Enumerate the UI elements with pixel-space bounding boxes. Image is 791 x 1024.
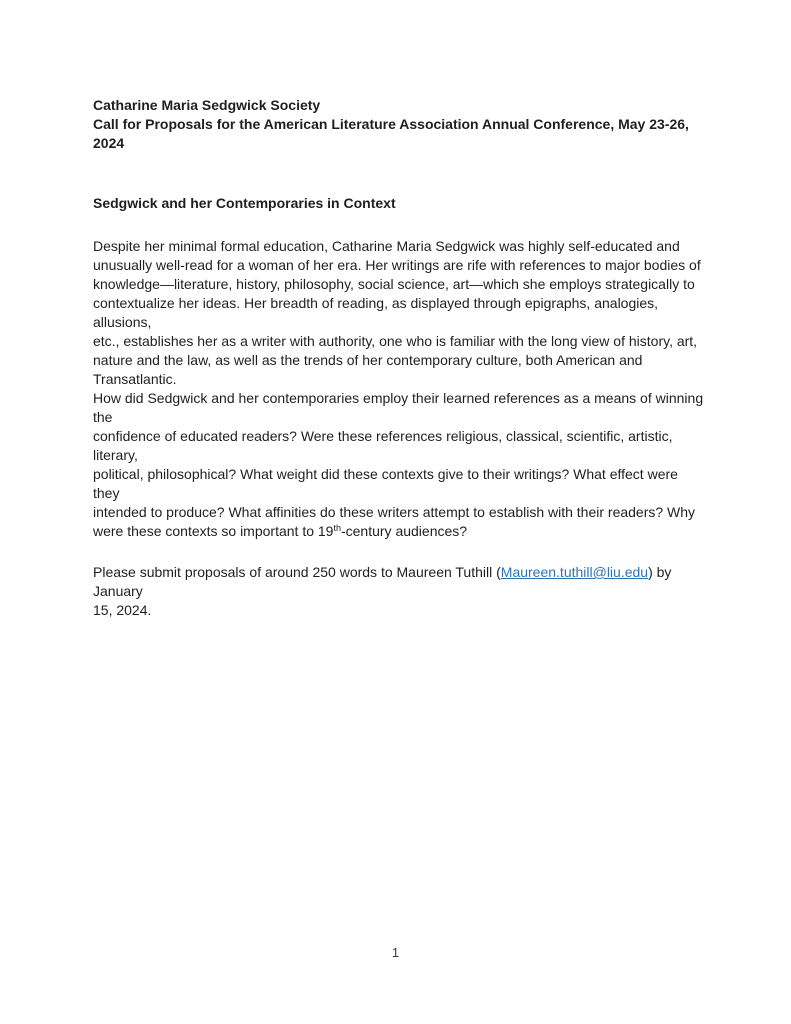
document-header [93,96,705,153]
page-number: 1 [391,945,400,960]
body-line: contextualize her ideas. Her breadth of reading, as displayed through epigraphs, analogies, allusions, [93,295,659,330]
ordinal-superscript: th [333,523,341,533]
body-line: intended to produce? What affinities do these writers attempt to establish with their readers? Why [93,504,696,520]
body-line: political, philosophical? What weight did these contexts give to their writings? What effect were they [93,466,678,501]
panel-title: Sedgwick and her Contemporaries in Context [93,195,396,211]
body-line: etc., establishes her as a writer with authority, one who is familiar with the long view of history, art, [93,333,698,349]
closing-last-line: 15, 2024. [93,602,152,618]
document-content [93,96,705,620]
body-line: were these contexts so important to 19 [93,523,334,539]
email-link[interactable]: Maureen.tuthill@liu.edu [500,564,649,580]
body-line: knowledge—literature, history, philosophy, social science, art—which she employs strategically to [93,276,695,292]
body-line: Despite her minimal formal education, Catharine Maria Sedgwick was highly self-educated and [93,238,680,254]
body-line: How did Sedgwick and her contemporaries employ their learned references as a means of winning the [93,390,704,425]
society-name: Catharine Maria Sedgwick Society [93,97,321,113]
body-line: -century audiences? [340,523,468,539]
closing-text-before-link: Please submit proposals of around 250 words to Maureen Tuthill ( [93,564,501,580]
body-line: unusually well-read for a woman of her era. Her writings are rife with references to major bodies of [93,257,701,273]
body-line: nature and the law, as well as the trends of her contemporary culture, both American and Transatlantic. [93,352,643,387]
closing-text-after-link: ) by January [93,564,672,599]
call-for-proposals-title: Call for Proposals for the American Literature Association Annual Conference, May 23-26, 2024 [93,116,689,151]
body-line: confidence of educated readers? Were these references religious, classical, scientific, artistic, literary, [93,428,673,463]
submission-paragraph [93,563,705,620]
body-paragraph [93,237,705,541]
